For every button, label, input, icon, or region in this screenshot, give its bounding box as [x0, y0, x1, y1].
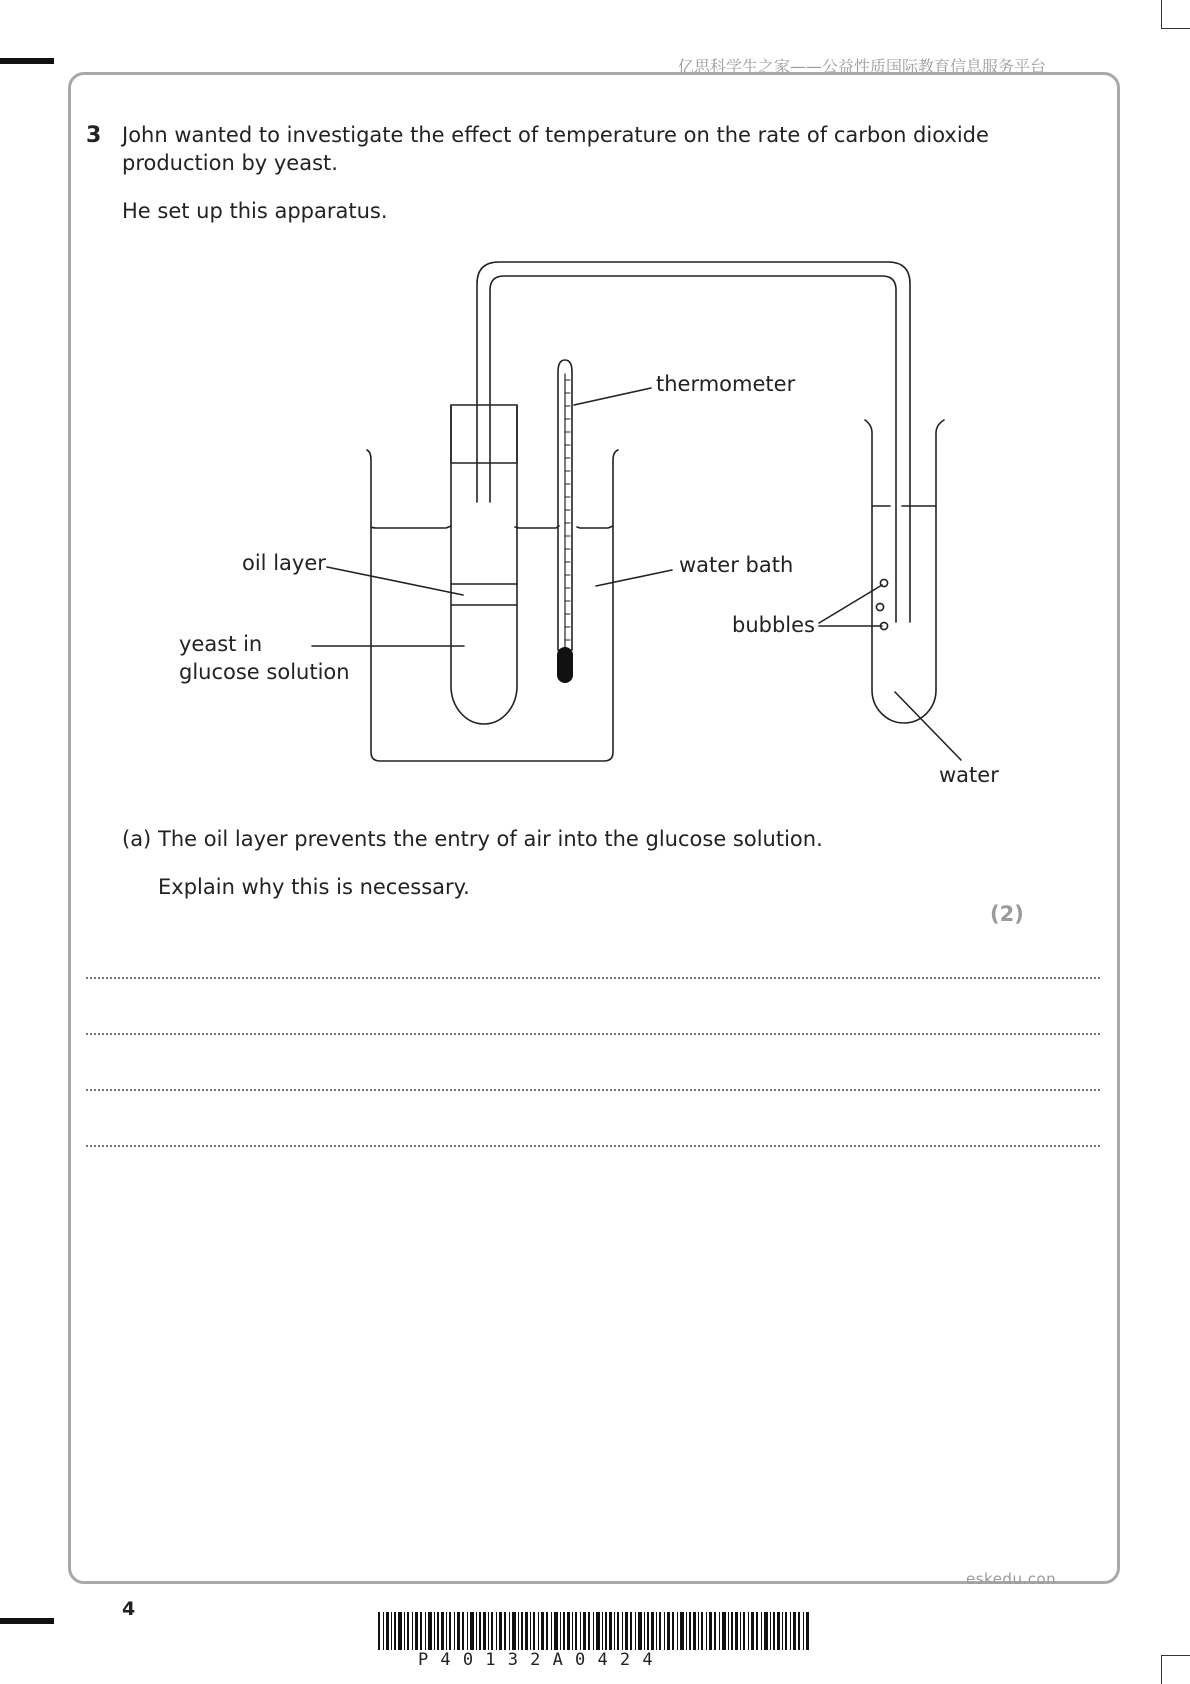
corner-mark-bottom-right	[1161, 1655, 1190, 1684]
water-leader	[895, 692, 961, 760]
answer-line-4[interactable]	[86, 1145, 1100, 1147]
thermometer-bulb	[557, 647, 573, 683]
part-a-statement: The oil layer prevents the entry of air into the glucose solution.	[158, 827, 823, 851]
answer-line-2[interactable]	[86, 1033, 1100, 1035]
watermark-top: 亿思科学生之家——公益性质国际教育信息服务平台	[678, 57, 1047, 76]
boiling-tube	[451, 405, 517, 724]
part-a-instruction: Explain why this is necessary.	[158, 875, 470, 899]
water-bath-surface	[371, 526, 451, 528]
apparatus-diagram	[0, 0, 1190, 820]
watermark-bottom: eskedu.con	[966, 1570, 1057, 1588]
label-oil-layer: oil layer	[242, 551, 326, 575]
barcode	[378, 1612, 810, 1650]
answer-line-1[interactable]	[86, 977, 1100, 979]
question-number: 3	[86, 123, 102, 148]
stopper	[451, 405, 517, 463]
crop-mark-bottom	[0, 1618, 54, 1624]
oil-layer-leader	[327, 567, 463, 595]
question-intro-line2: production by yeast.	[122, 151, 338, 175]
label-yeast-line2: glucose solution	[179, 660, 350, 684]
part-a-marks: (2)	[990, 902, 1024, 926]
label-thermometer: thermometer	[656, 372, 796, 396]
label-water: water	[939, 763, 999, 787]
bubble	[876, 603, 883, 610]
part-a-label: (a)	[122, 827, 152, 851]
label-bubbles: bubbles	[732, 613, 815, 637]
question-setup: He set up this apparatus.	[122, 199, 388, 223]
answer-line-3[interactable]	[86, 1089, 1100, 1091]
label-yeast-line1: yeast in	[179, 632, 263, 656]
barcode-text: P40132A0424	[418, 1650, 665, 1670]
question-intro-line1: John wanted to investigate the effect of temperature on the rate of carbon dioxide	[122, 123, 989, 147]
thermometer-scale	[565, 380, 570, 640]
page-number: 4	[122, 1598, 136, 1620]
collecting-tube	[865, 420, 944, 723]
water-bath-leader	[596, 570, 672, 586]
thermometer-leader	[574, 388, 651, 405]
label-water-bath: water bath	[679, 553, 794, 577]
